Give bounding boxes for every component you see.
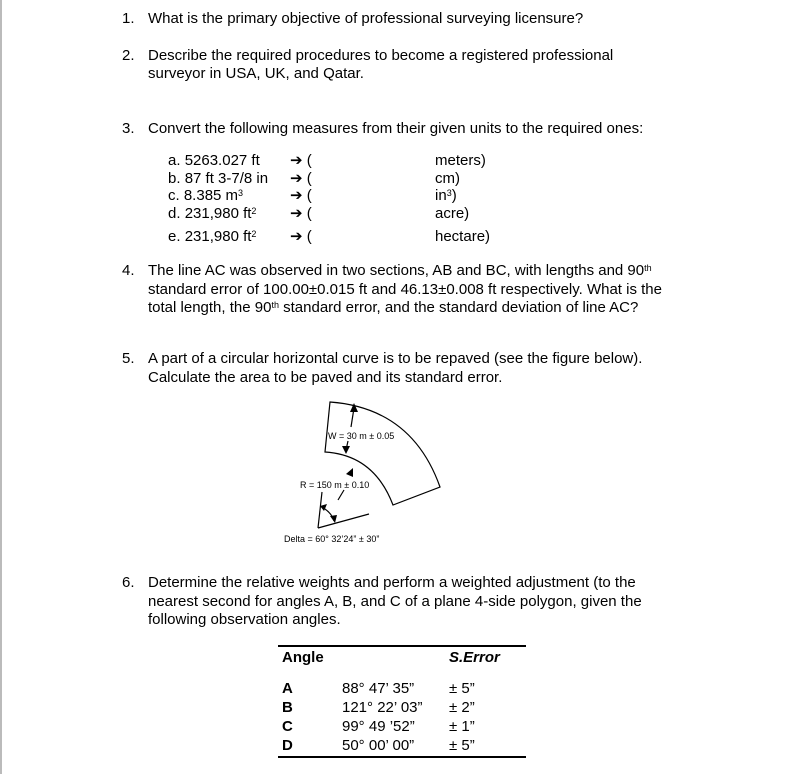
item-label: d. (168, 205, 181, 222)
angle-value: 99° 49 ’52” (342, 718, 415, 735)
angle-name: D (282, 737, 293, 754)
arrow-icon: ➔ ( (290, 228, 312, 245)
item-exponent: 3 (238, 188, 244, 198)
q3-number: 3. (122, 120, 135, 137)
q4-text-3a: total length, the 90 (148, 299, 272, 316)
q4-sup: th (644, 263, 652, 273)
q1-number: 1. (122, 10, 135, 27)
header-angle: Angle (282, 649, 324, 666)
item-value: 87 ft 3-7/8 in (184, 170, 269, 187)
unit-exponent: 3 (446, 188, 452, 198)
unit-text: acre) (435, 205, 470, 222)
item-label: e. (168, 228, 181, 245)
arrowhead-icon (346, 468, 353, 477)
item-exponent: 2 (251, 229, 257, 239)
header-s-error: S.Error (449, 649, 500, 666)
item-value: 8.385 m (183, 187, 239, 204)
q6-number: 6. (122, 574, 135, 591)
arrow-icon: ➔ ( (290, 187, 312, 204)
q1-text: What is the primary objective of professional surveying licensure? (148, 10, 584, 27)
angle-name: A (282, 680, 293, 697)
q6-text-2: nearest second for angles A, B, and C of a plane 4-side polygon, given the (148, 593, 642, 610)
radius-arrow (338, 490, 344, 500)
angle-error: ± 5” (449, 680, 475, 697)
q4-text-1a: The line AC was observed in two sections, AB and BC, with lengths and 90 (148, 262, 645, 279)
arrowhead-icon (330, 515, 337, 523)
angle-error: ± 1” (449, 718, 475, 735)
table-bottom-rule (278, 756, 526, 758)
item-value: 231,980 ft (184, 205, 252, 222)
curve-figure (2, 0, 794, 774)
q6-text-3: following observation angles. (148, 611, 341, 628)
item-value: 231,980 ft (184, 228, 252, 245)
q6-text-1: Determine the relative weights and perform a weighted adjustment (to the (148, 574, 636, 591)
q5-text-2: Calculate the area to be paved and its standard error. (148, 369, 503, 386)
unit-text: in (435, 187, 447, 204)
q2-number: 2. (122, 47, 135, 64)
angle-error: ± 5” (449, 737, 475, 754)
q3-text: Convert the following measures from their given units to the required ones: (148, 120, 644, 137)
q4-text-3b: standard error, and the standard deviation of line AC? (278, 299, 639, 316)
q2-text-1: Describe the required procedures to become a registered professional (148, 47, 614, 64)
q5-text-1: A part of a circular horizontal curve is to be repaved (see the figure below). (148, 350, 643, 367)
unit-text: meters) (435, 152, 486, 169)
radius-label: R = 150 m ± 0.10 (300, 480, 370, 490)
unit-end: ) (451, 187, 457, 204)
item-label: a. (168, 152, 181, 169)
table-top-rule (278, 645, 526, 647)
q4-number: 4. (122, 262, 135, 279)
width-label: W = 30 m ± 0.05 (328, 431, 395, 441)
q4-text-2: standard error of 100.00±0.015 ft and 46.13±0.008 ft respectively. What is the (148, 281, 662, 298)
arrow-icon: ➔ ( (290, 205, 312, 222)
angle-name: B (282, 699, 293, 716)
angle-value: 88° 47’ 35” (342, 680, 415, 697)
delta-line-1 (318, 492, 322, 528)
item-label: b. (168, 170, 181, 187)
delta-label: Delta = 60° 32’24” ± 30” (284, 534, 380, 544)
q2-text-2: surveyor in USA, UK, and Qatar. (148, 65, 364, 82)
q4-sup-2: th (271, 300, 279, 310)
item-label: c. (168, 187, 180, 204)
angle-value: 121° 22’ 03” (342, 699, 423, 716)
q5-number: 5. (122, 350, 135, 367)
arrow-icon: ➔ ( (290, 170, 312, 187)
angle-name: C (282, 718, 293, 735)
item-exponent: 2 (251, 206, 257, 216)
arrowhead-icon (342, 446, 350, 454)
angle-error: ± 2” (449, 699, 475, 716)
unit-text: hectare) (435, 228, 491, 245)
item-value: 5263.027 ft (184, 152, 260, 169)
angle-value: 50° 00’ 00” (342, 737, 415, 754)
arrow-icon: ➔ ( (290, 152, 312, 169)
delta-line-2 (318, 514, 369, 528)
unit-text: cm) (435, 170, 460, 187)
